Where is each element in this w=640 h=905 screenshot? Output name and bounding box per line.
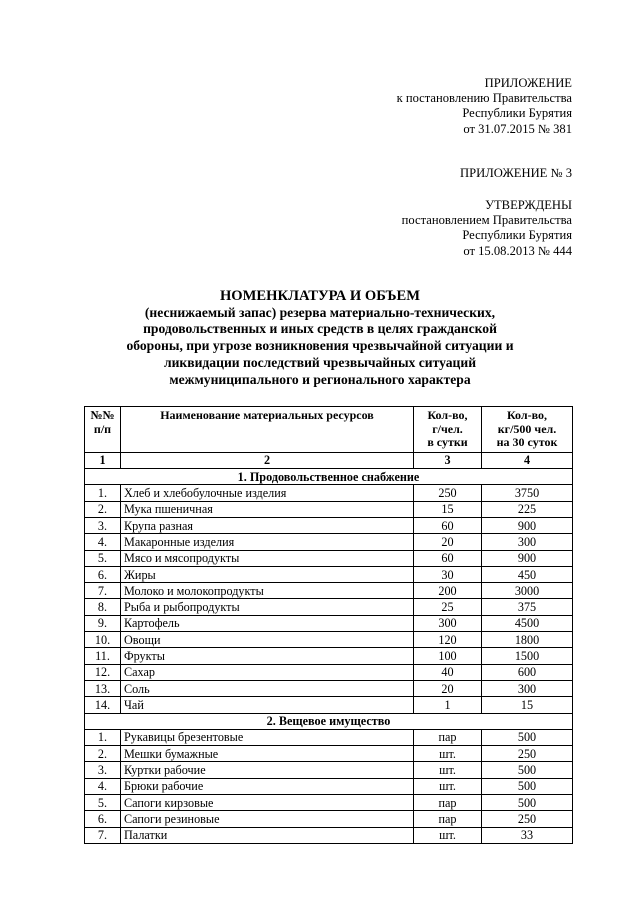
row-number: 13. [85, 680, 121, 696]
row-qty-per-day: 30 [414, 566, 482, 582]
row-qty-per-day: 40 [414, 664, 482, 680]
title-line-2: (неснижаемый запас) резерва материально-технических, [144, 304, 496, 320]
approved-republic: Республики Бурятия [462, 228, 572, 243]
table-row [85, 615, 573, 631]
approved-decree-ref: постановлением Правительства [401, 213, 572, 228]
row-qty-per-500: 4500 [482, 615, 573, 631]
header-number [85, 407, 121, 453]
table-row [85, 501, 573, 517]
header-per-day-line2: г/чел. [432, 421, 463, 436]
table-row [85, 599, 573, 615]
section-title-clothing: 2. Вещевое имущество [85, 713, 573, 729]
table-row [85, 664, 573, 680]
row-qty-per-day: 1 [414, 697, 482, 713]
annex3-label: ПРИЛОЖЕНИЕ № 3 [460, 166, 572, 180]
column-number: 1 [85, 452, 121, 468]
header-per-500-line3: на 30 суток [496, 435, 558, 450]
approved-header [402, 198, 572, 259]
row-name: Жиры [121, 566, 414, 582]
row-qty-per-500: 300 [482, 680, 573, 696]
title-line-3: продовольственных и иных средств в целях гражданской [143, 321, 497, 337]
table-row [85, 550, 573, 566]
row-number: 6. [85, 566, 121, 582]
table-body [85, 452, 573, 843]
header-number-line2: п/п [93, 421, 112, 436]
row-qty-per-500: 250 [482, 746, 573, 762]
row-qty-per-day: шт. [414, 762, 482, 778]
row-number: 9. [85, 615, 121, 631]
row-number: 11. [85, 648, 121, 664]
row-number: 5. [85, 795, 121, 811]
row-qty-per-day: 250 [414, 485, 482, 501]
header-per-500 [482, 407, 573, 453]
table-row [85, 746, 573, 762]
header-per-500-line2: кг/500 чел. [497, 421, 557, 436]
annex-republic: Республики Бурятия [462, 106, 572, 121]
row-number: 4. [85, 534, 121, 550]
row-qty-per-day: 300 [414, 615, 482, 631]
row-qty-per-day: 20 [414, 534, 482, 550]
annex-date-number: от 31.07.2015 № 381 [463, 121, 572, 136]
table-row [85, 583, 573, 599]
row-qty-per-day: 200 [414, 583, 482, 599]
row-number: 1. [85, 729, 121, 745]
row-number: 8. [85, 599, 121, 615]
row-qty-per-day: 25 [414, 599, 482, 615]
table-header-row [85, 407, 573, 453]
section-title-food: 1. Продовольственное снабжение [85, 469, 573, 485]
row-name: Соль [121, 680, 414, 696]
row-qty-per-500: 900 [482, 517, 573, 533]
row-number: 7. [85, 827, 121, 843]
row-qty-per-500: 500 [482, 795, 573, 811]
row-qty-per-day: 15 [414, 501, 482, 517]
row-name: Мясо и мясопродукты [121, 550, 414, 566]
header-per-day [414, 407, 482, 453]
row-qty-per-500: 3000 [482, 583, 573, 599]
row-name: Брюки рабочие [121, 778, 414, 794]
row-number: 3. [85, 517, 121, 533]
row-number: 1. [85, 485, 121, 501]
row-qty-per-500: 1800 [482, 632, 573, 648]
row-qty-per-500: 3750 [482, 485, 573, 501]
row-qty-per-day: шт. [414, 778, 482, 794]
row-qty-per-day: 60 [414, 550, 482, 566]
column-number-row [85, 452, 573, 468]
row-qty-per-day: 60 [414, 517, 482, 533]
header-number-line1: №№ [90, 408, 115, 422]
row-qty-per-day: 120 [414, 632, 482, 648]
annex-decree-ref: к постановлению Правительства [396, 91, 572, 106]
annex-header [397, 76, 572, 137]
row-qty-per-500: 15 [482, 697, 573, 713]
table-row [85, 811, 573, 827]
row-name: Хлеб и хлебобулочные изделия [121, 485, 414, 501]
row-qty-per-day: 100 [414, 648, 482, 664]
section-row [85, 713, 573, 729]
row-name: Мешки бумажные [121, 746, 414, 762]
row-qty-per-500: 375 [482, 599, 573, 615]
row-name: Сапоги кирзовые [121, 795, 414, 811]
row-name: Рукавицы брезентовые [121, 729, 414, 745]
row-number: 4. [85, 778, 121, 794]
row-number: 2. [85, 501, 121, 517]
header-per-500-line1: Кол-во, [506, 408, 548, 422]
document-title [100, 288, 540, 388]
annex-label: ПРИЛОЖЕНИЕ [484, 76, 572, 90]
row-qty-per-day: шт. [414, 746, 482, 762]
table-row [85, 729, 573, 745]
row-name: Крупа разная [121, 517, 414, 533]
approved-date-number: от 15.08.2013 № 444 [463, 243, 572, 258]
title-line-5: ликвидации последствий чрезвычайных ситуаций [163, 354, 477, 370]
header-per-day-line1: Кол-во, [427, 408, 468, 422]
title-line-4: обороны, при угрозе возникновения чрезвычайной ситуации и [126, 338, 514, 354]
table-row [85, 680, 573, 696]
title-line-1: НОМЕНКЛАТУРА И ОБЪЕМ [219, 288, 421, 304]
row-number: 10. [85, 632, 121, 648]
row-name: Палатки [121, 827, 414, 843]
column-number: 4 [482, 452, 573, 468]
row-qty-per-500: 450 [482, 566, 573, 582]
row-name: Чай [121, 697, 414, 713]
row-qty-per-500: 250 [482, 811, 573, 827]
approved-label: УТВЕРЖДЕНЫ [485, 198, 572, 212]
row-name: Куртки рабочие [121, 762, 414, 778]
table-row [85, 778, 573, 794]
row-qty-per-500: 1500 [482, 648, 573, 664]
table-row [85, 762, 573, 778]
row-qty-per-day: 20 [414, 680, 482, 696]
row-name: Макаронные изделия [121, 534, 414, 550]
row-number: 7. [85, 583, 121, 599]
table-row [85, 697, 573, 713]
table-row [85, 648, 573, 664]
row-name: Картофель [121, 615, 414, 631]
table-row [85, 566, 573, 582]
title-line-6: межмуниципального и регионального характера [169, 371, 471, 387]
row-name: Фрукты [121, 648, 414, 664]
header-per-day-line3: в сутки [427, 435, 468, 450]
row-name: Молоко и молокопродукты [121, 583, 414, 599]
row-number: 6. [85, 811, 121, 827]
row-qty-per-500: 500 [482, 729, 573, 745]
annex3-header [460, 166, 572, 181]
row-number: 12. [85, 664, 121, 680]
row-qty-per-500: 900 [482, 550, 573, 566]
row-qty-per-500: 600 [482, 664, 573, 680]
row-qty-per-500: 500 [482, 778, 573, 794]
column-number: 2 [121, 452, 414, 468]
row-qty-per-day: шт. [414, 827, 482, 843]
table-row [85, 827, 573, 843]
row-name: Сахар [121, 664, 414, 680]
table-row [85, 795, 573, 811]
row-qty-per-500: 500 [482, 762, 573, 778]
resources-table [84, 406, 573, 844]
row-name: Сапоги резиновые [121, 811, 414, 827]
row-number: 3. [85, 762, 121, 778]
row-number: 2. [85, 746, 121, 762]
row-qty-per-day: пар [414, 811, 482, 827]
row-number: 14. [85, 697, 121, 713]
table-row [85, 485, 573, 501]
row-qty-per-500: 33 [482, 827, 573, 843]
row-name: Овощи [121, 632, 414, 648]
section-row [85, 469, 573, 485]
table-row [85, 534, 573, 550]
row-qty-per-500: 225 [482, 501, 573, 517]
row-qty-per-day: пар [414, 795, 482, 811]
row-qty-per-day: пар [414, 729, 482, 745]
row-name: Рыба и рыбопродукты [121, 599, 414, 615]
row-number: 5. [85, 550, 121, 566]
table-row [85, 632, 573, 648]
column-number: 3 [414, 452, 482, 468]
table-row [85, 517, 573, 533]
header-name: Наименование материальных ресурсов [121, 407, 414, 453]
row-qty-per-500: 300 [482, 534, 573, 550]
row-name: Мука пшеничная [121, 501, 414, 517]
